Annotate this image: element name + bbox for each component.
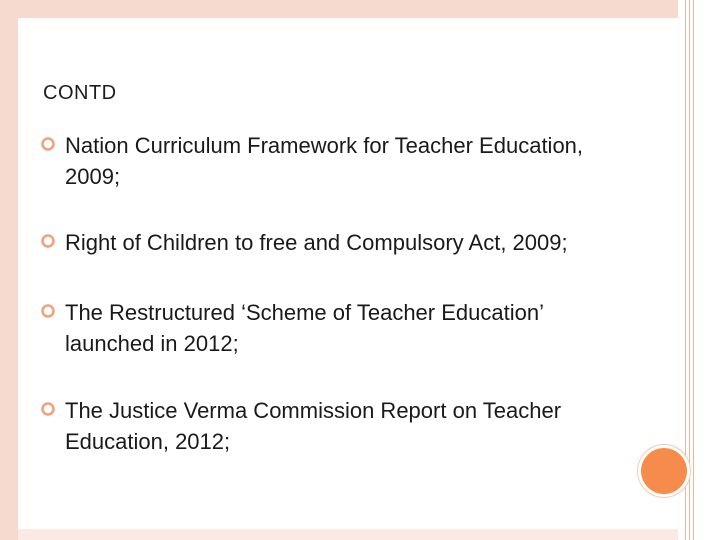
ring-bullet-icon: [40, 136, 56, 152]
bullet-text: Nation Curriculum Framework for Teacher Education, 2009;: [65, 133, 584, 189]
left-frame-band: [0, 0, 18, 540]
top-frame-band: [18, 0, 678, 18]
bottom-frame-band: [18, 529, 678, 540]
ring-bullet-icon: [40, 233, 56, 249]
bullet-text: The Restructured ‘Scheme of Teacher Education’ launched in 2012;: [65, 300, 544, 356]
slide-title: CONTD: [43, 82, 117, 104]
bullet-text: Right of Children to free and Compulsory Act, 2009;: [65, 230, 568, 255]
bullet-text: The Justice Verma Commission Report on Teacher Education, 2012;: [65, 398, 562, 454]
decorative-circle: [641, 448, 687, 494]
ring-bullet-icon: [40, 401, 56, 417]
right-decorative-lines: [679, 0, 720, 540]
ring-bullet-icon: [40, 303, 56, 319]
